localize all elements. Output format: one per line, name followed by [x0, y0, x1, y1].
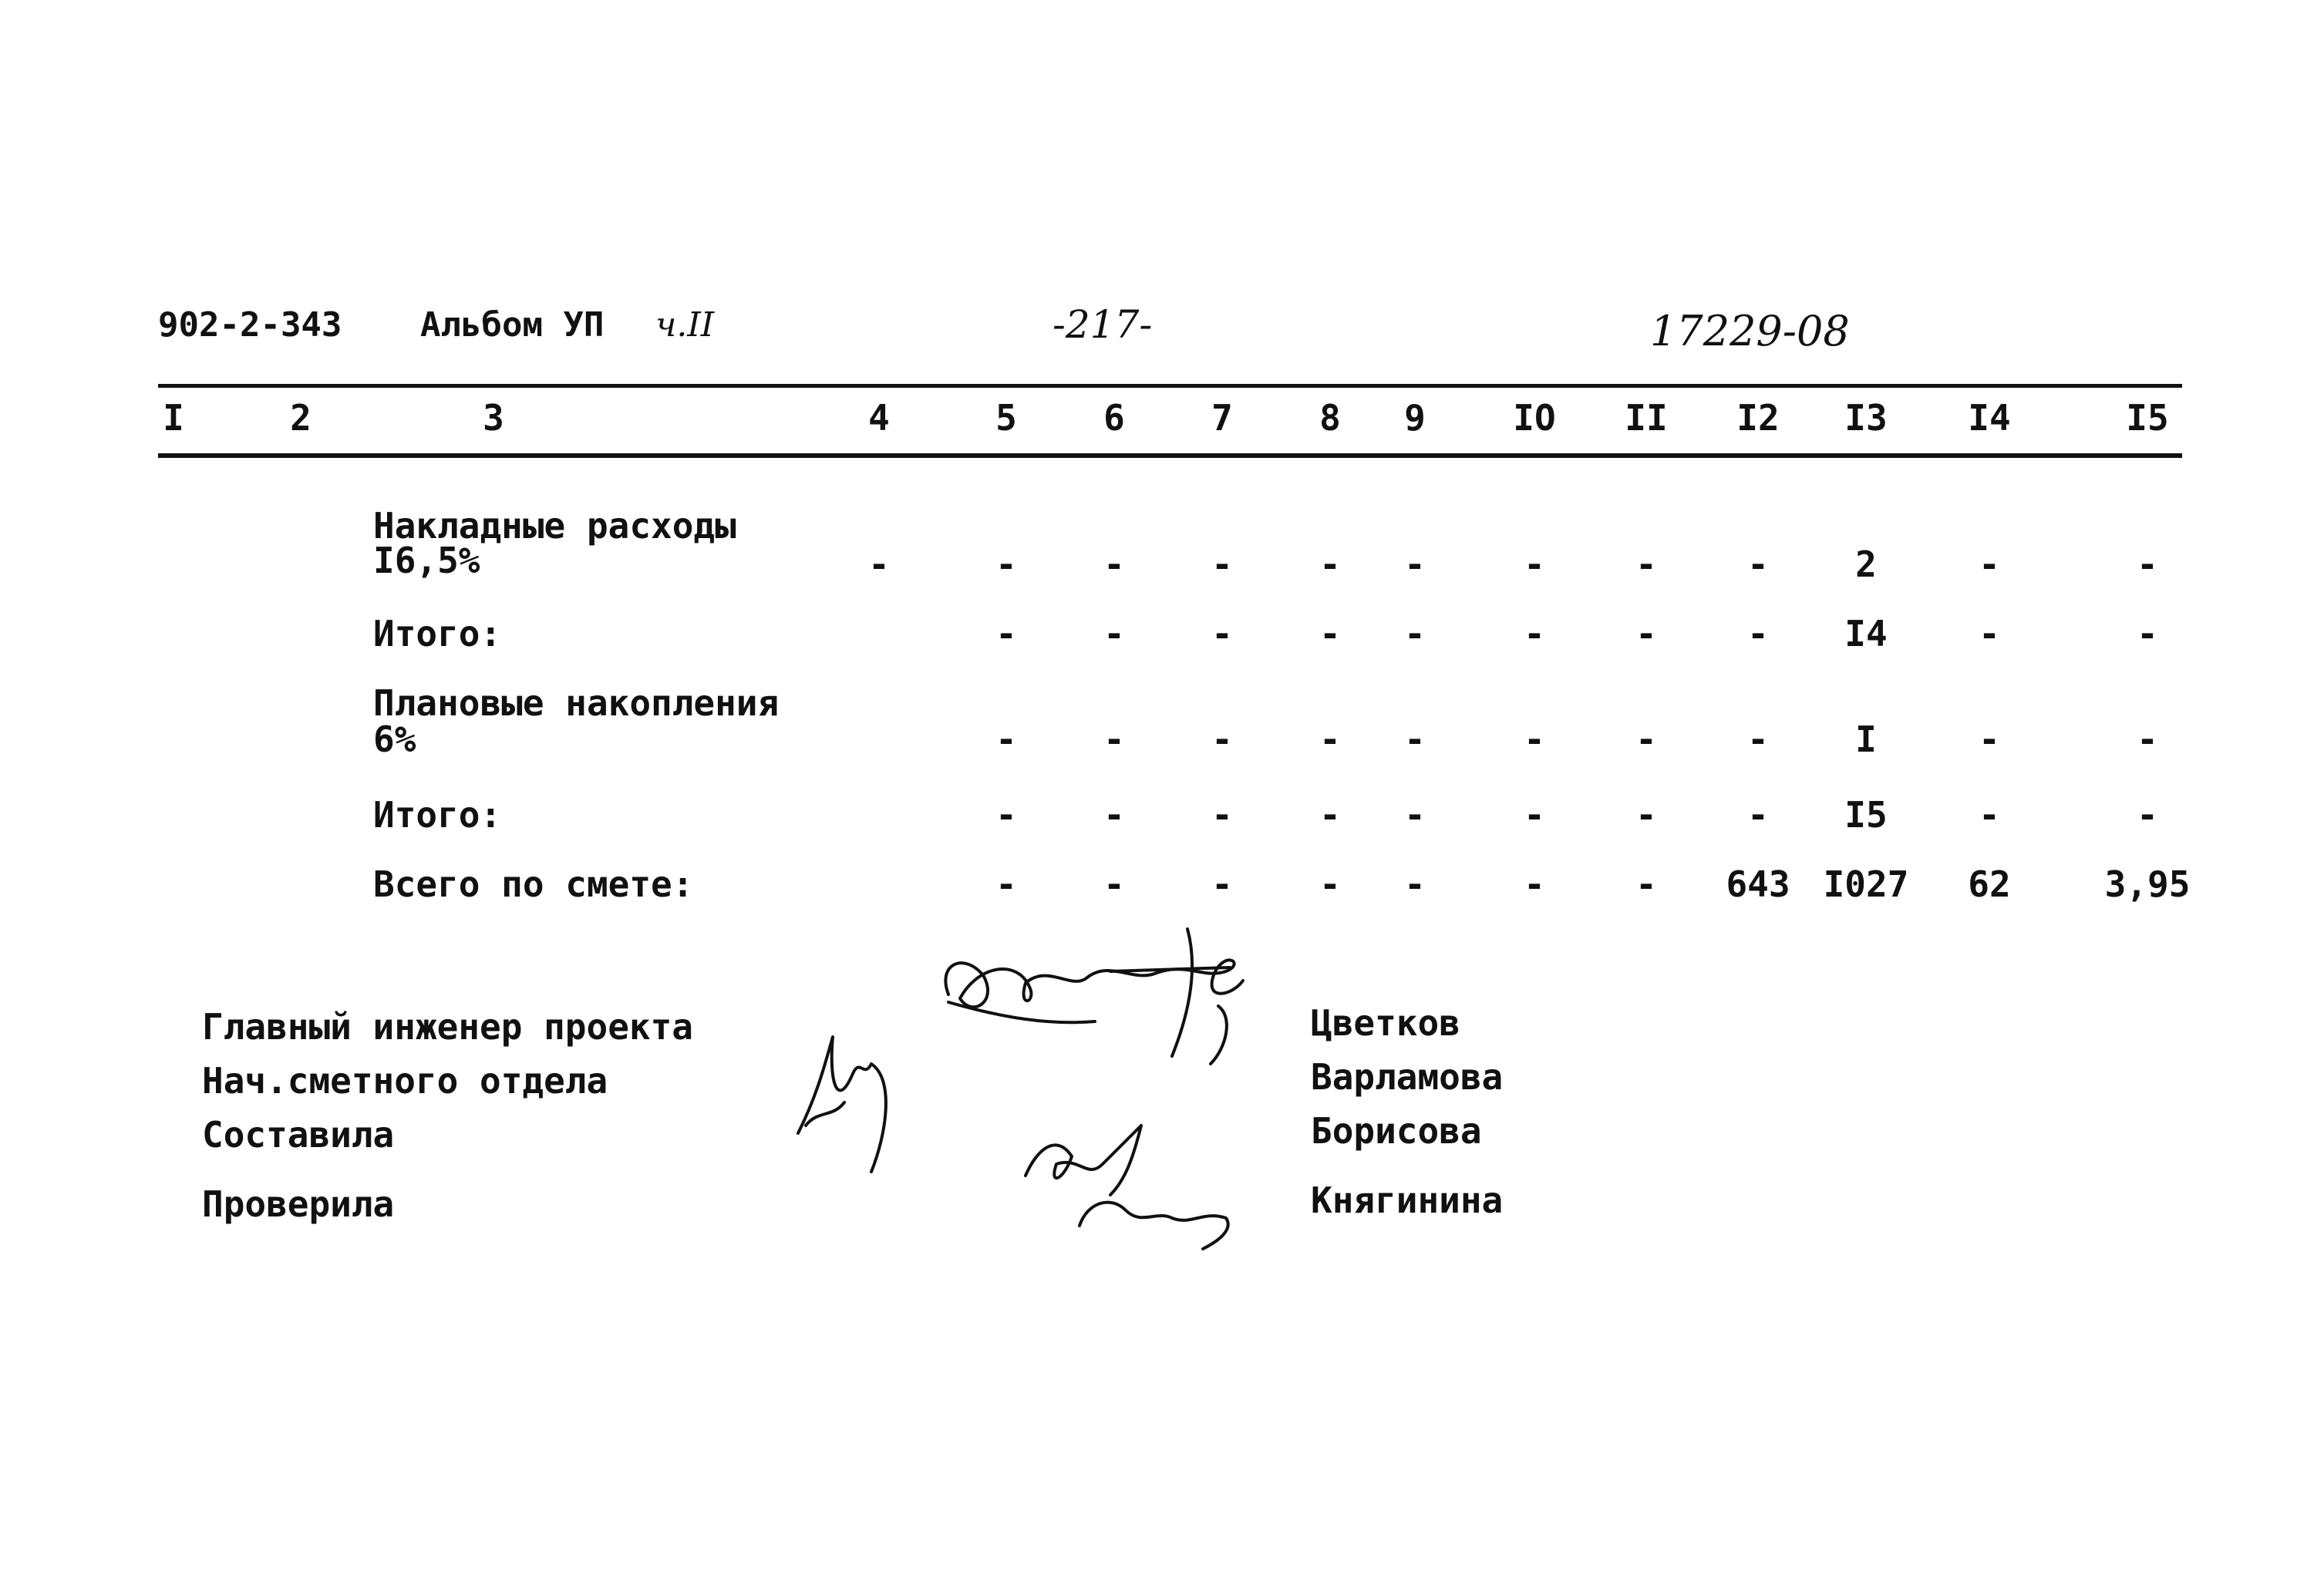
table-cell: -	[2137, 543, 2158, 585]
table-cell: -	[1747, 613, 1769, 654]
table-cell: -	[1103, 613, 1125, 654]
row-label: Накладные расходы	[373, 505, 736, 547]
table-cell: -	[1747, 543, 1769, 585]
table-cell: -	[2137, 613, 2158, 654]
table-cell: 643	[1726, 863, 1790, 905]
table-cell: -	[1103, 794, 1125, 836]
table-cell: -	[995, 794, 1017, 836]
table-cell: -	[1211, 863, 1233, 905]
column-number: 9	[1404, 397, 1426, 439]
signature-name: Борисова	[1311, 1110, 1482, 1152]
table-cell: -	[1319, 613, 1341, 654]
table-cell: -	[1635, 543, 1657, 585]
table-cell: -	[1211, 794, 1233, 836]
row-label-rate: 6%	[373, 718, 416, 760]
table-cell: -	[2137, 718, 2158, 760]
table-cell: -	[1979, 613, 2000, 654]
table-cell: -	[1635, 794, 1657, 836]
inventory-number: 17229-08	[1650, 307, 1850, 355]
column-number: IO	[1513, 397, 1556, 439]
table-cell: -	[1635, 613, 1657, 654]
table-cell: -	[1635, 863, 1657, 905]
column-number: 6	[1103, 397, 1125, 439]
row-label: Всего по смете:	[373, 863, 694, 905]
table-cell: -	[1524, 543, 1545, 585]
table-cell: -	[1211, 613, 1233, 654]
table-cell: -	[1404, 613, 1426, 654]
table-cell: -	[1319, 794, 1341, 836]
table-cell: -	[1635, 718, 1657, 760]
table-cell: 62	[1968, 863, 2011, 905]
signature-name: Варламова	[1311, 1056, 1504, 1098]
table-cell: -	[1319, 543, 1341, 585]
row-label: Итого:	[373, 794, 502, 836]
signature-role: Нач.сметного отдела	[202, 1060, 608, 1102]
table-cell: -	[1211, 718, 1233, 760]
signature-role: Главный инженер проекта	[202, 1006, 693, 1048]
table-cell: -	[1103, 863, 1125, 905]
signature-name: Княгинина	[1311, 1179, 1504, 1221]
signature-name: Цветков	[1311, 1002, 1460, 1044]
table-cell: -	[1404, 794, 1426, 836]
table-cell: I4	[1844, 613, 1888, 654]
column-number: I3	[1844, 397, 1888, 439]
table-cell: -	[1404, 718, 1426, 760]
table-cell: -	[1319, 863, 1341, 905]
table-cell: -	[1524, 613, 1545, 654]
column-number: I2	[1736, 397, 1780, 439]
row-label: Итого:	[373, 613, 502, 654]
row-label-rate: I6,5%	[373, 540, 480, 581]
table-cell: -	[995, 613, 1017, 654]
table-cell: 2	[1855, 543, 1877, 585]
table-cell: I	[1855, 718, 1877, 760]
table-cell: -	[1524, 718, 1545, 760]
column-number: 5	[995, 397, 1017, 439]
table-cell: -	[1103, 718, 1125, 760]
table-cell: -	[995, 718, 1017, 760]
column-number: I	[163, 397, 184, 439]
album-label: Альбом УП	[420, 305, 605, 345]
row-label: Плановые накопления	[373, 682, 780, 724]
table-cell: -	[1524, 863, 1545, 905]
column-number: 4	[868, 397, 890, 439]
table-cell: -	[1404, 543, 1426, 585]
table-cell: -	[995, 863, 1017, 905]
table-cell: -	[1979, 543, 2000, 585]
table-cell: I027	[1823, 863, 1909, 905]
column-number: II	[1625, 397, 1668, 439]
table-cell: -	[1747, 718, 1769, 760]
table-cell: -	[1103, 543, 1125, 585]
column-number: 2	[290, 397, 312, 439]
table-cell: -	[1524, 794, 1545, 836]
signature-role: Составила	[202, 1114, 395, 1156]
column-number: I5	[2126, 397, 2169, 439]
page-number: -217-	[1053, 302, 1153, 347]
table-cell: -	[2137, 794, 2158, 836]
album-part: ч.II	[655, 305, 715, 345]
doc-code: 902-2-343	[158, 305, 342, 345]
table-cell: -	[868, 543, 890, 585]
table-cell: -	[1979, 718, 2000, 760]
column-number: 7	[1211, 397, 1233, 439]
column-number: 3	[483, 397, 504, 439]
column-number: 8	[1319, 397, 1341, 439]
signature-role: Проверила	[202, 1183, 395, 1225]
table-cell: I5	[1844, 794, 1888, 836]
table-cell: 3,95	[2104, 863, 2191, 905]
table-cell: -	[1747, 794, 1769, 836]
table-cell: -	[1979, 794, 2000, 836]
table-cell: -	[1404, 863, 1426, 905]
table-cell: -	[1319, 718, 1341, 760]
table-cell: -	[1211, 543, 1233, 585]
column-number: I4	[1968, 397, 2011, 439]
table-cell: -	[995, 543, 1017, 585]
